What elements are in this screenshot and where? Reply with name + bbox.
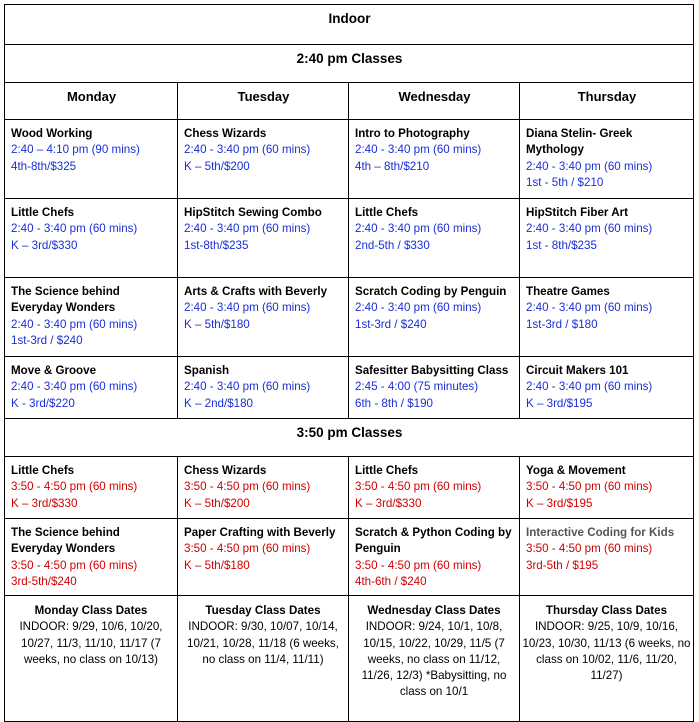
class-time: 2:40 - 3:40 pm (60 mins) [11, 317, 138, 331]
class-name: Little Chefs [11, 464, 75, 477]
class-grade-price: 1st-3rd / $180 [526, 317, 598, 331]
class-name: Scratch & Python Coding by Penguin [355, 526, 512, 556]
class-grade-price: 1st-3rd / $240 [11, 333, 83, 347]
class-dates-cell [178, 596, 349, 722]
class-grade-price: 1st - 8th/$235 [526, 238, 597, 252]
class-time: 2:40 - 3:40 pm (60 mins) [11, 222, 138, 236]
class-time: 3:50 - 4:50 pm (60 mins) [355, 480, 482, 494]
class-name: Wood Working [11, 127, 93, 140]
class-dates-title: Tuesday Class Dates [205, 604, 321, 617]
class-cell [349, 519, 520, 596]
class-grade-price: 4th – 8th/$210 [355, 159, 430, 173]
day-header-thursday: Thursday [520, 83, 694, 120]
class-cell [178, 278, 349, 357]
class-grade-price: K – 3rd/$330 [355, 496, 422, 510]
class-time: 2:40 - 3:40 pm (60 mins) [184, 222, 311, 236]
class-time: 3:50 - 4:50 pm (60 mins) [526, 480, 653, 494]
class-time: 2:40 - 3:40 pm (60 mins) [184, 380, 311, 394]
class-grade-price: 2nd-5th / $330 [355, 238, 430, 252]
class-grade-price: K – 3rd/$195 [526, 496, 593, 510]
class-cell [178, 199, 349, 278]
class-name: Little Chefs [355, 206, 419, 219]
class-dates-title: Thursday Class Dates [545, 604, 668, 617]
class-time: 3:50 - 4:50 pm (60 mins) [526, 542, 653, 556]
class-cell [5, 120, 178, 199]
class-name: Interactive Coding for Kids [526, 526, 675, 539]
class-cell [178, 457, 349, 519]
class-dates-text: INDOOR: 9/30, 10/07, 10/14, 10/21, 10/28, 11/18 (6 weeks, no class on 11/4, 11/11) [187, 620, 339, 666]
class-time: 2:40 - 3:40 pm (60 mins) [526, 159, 653, 173]
class-dates-title: Monday Class Dates [34, 604, 148, 617]
class-cell [520, 199, 694, 278]
class-grade-price: 4th-6th / $240 [355, 574, 427, 588]
class-name: Move & Groove [11, 364, 97, 377]
class-cell [349, 199, 520, 278]
class-time: 2:40 - 3:40 pm (60 mins) [184, 301, 311, 315]
class-grade-price: 4th-8th/$325 [11, 159, 77, 173]
class-time: 2:40 - 3:40 pm (60 mins) [355, 143, 482, 157]
class-name: The Science behind Everyday Wonders [11, 526, 120, 556]
class-cell [178, 120, 349, 199]
class-time: 3:50 - 4:50 pm (60 mins) [184, 542, 311, 556]
day-header-wednesday: Wednesday [349, 83, 520, 120]
class-name: Yoga & Movement [526, 464, 626, 477]
class-grade-price: 3rd-5th/$240 [11, 574, 77, 588]
class-dates-cell [5, 596, 178, 722]
class-time: 2:40 – 4:10 pm (90 mins) [11, 143, 140, 157]
class-name: Theatre Games [526, 285, 610, 298]
class-grade-price: 1st - 5th / $210 [526, 175, 604, 189]
class-grade-price: 3rd-5th / $195 [526, 558, 599, 572]
class-grade-price: K – 2nd/$180 [184, 396, 253, 410]
class-cell [520, 457, 694, 519]
class-time: 2:40 - 3:40 pm (60 mins) [526, 380, 653, 394]
class-grade-price: 1st-8th/$235 [184, 238, 249, 252]
section-title-350: 3:50 pm Classes [5, 419, 694, 457]
class-cell [5, 278, 178, 357]
table-title: Indoor [5, 5, 694, 45]
class-time: 2:45 - 4:00 (75 minutes) [355, 380, 479, 394]
class-time: 3:50 - 4:50 pm (60 mins) [184, 480, 311, 494]
class-grade-price: 1st-3rd / $240 [355, 317, 427, 331]
class-cell [349, 278, 520, 357]
class-cell [5, 199, 178, 278]
class-dates-cell [349, 596, 520, 722]
class-name: Diana Stelin- Greek Mythology [526, 127, 633, 157]
class-cell [349, 357, 520, 419]
class-name: Chess Wizards [184, 464, 267, 477]
class-cell [5, 519, 178, 596]
class-name: Circuit Makers 101 [526, 364, 629, 377]
class-grade-price: K – 3rd/$330 [11, 496, 78, 510]
class-time: 2:40 - 3:40 pm (60 mins) [11, 380, 138, 394]
class-grade-price: K – 5th/$180 [184, 317, 250, 331]
class-grade-price: K – 3rd/$195 [526, 396, 593, 410]
class-name: The Science behind Everyday Wonders [11, 285, 120, 315]
class-dates-title: Wednesday Class Dates [367, 604, 501, 617]
class-name: Chess Wizards [184, 127, 267, 140]
schedule-table [4, 4, 694, 722]
class-name: Little Chefs [355, 464, 419, 477]
class-grade-price: K – 5th/$200 [184, 496, 250, 510]
class-grade-price: K – 5th/$180 [184, 558, 250, 572]
class-cell [5, 457, 178, 519]
class-name: Spanish [184, 364, 230, 377]
class-time: 2:40 - 3:40 pm (60 mins) [526, 222, 653, 236]
class-dates-cell [520, 596, 694, 722]
class-time: 2:40 - 3:40 pm (60 mins) [355, 222, 482, 236]
class-cell [520, 357, 694, 419]
class-cell [349, 120, 520, 199]
class-time: 3:50 - 4:50 pm (60 mins) [11, 558, 138, 572]
class-cell [349, 457, 520, 519]
class-name: Arts & Crafts with Beverly [184, 285, 328, 298]
class-name: Scratch Coding by Penguin [355, 285, 507, 298]
class-name: Intro to Photography [355, 127, 470, 140]
class-name: HipStitch Sewing Combo [184, 206, 322, 219]
class-name: Paper Crafting with Beverly [184, 526, 336, 539]
class-time: 2:40 - 3:40 pm (60 mins) [526, 301, 653, 315]
class-grade-price: K – 3rd/$330 [11, 238, 78, 252]
class-name: HipStitch Fiber Art [526, 206, 628, 219]
class-time: 3:50 - 4:50 pm (60 mins) [11, 480, 138, 494]
day-header-monday: Monday [5, 83, 178, 120]
class-time: 3:50 - 4:50 pm (60 mins) [355, 558, 482, 572]
class-dates-text: INDOOR: 9/24, 10/1, 10/8, 10/15, 10/22, 10/29, 11/5 (7 weeks, no class on 11/12, 11/26, 12/3) *Babysitting, no class on 10/1 [361, 620, 507, 699]
class-time: 2:40 - 3:40 pm (60 mins) [184, 143, 311, 157]
class-time: 2:40 - 3:40 pm (60 mins) [355, 301, 482, 315]
class-cell [5, 357, 178, 419]
class-grade-price: 6th - 8th / $190 [355, 396, 433, 410]
class-dates-text: INDOOR: 9/29, 10/6, 10/20, 10/27, 11/3, 11/10, 11/17 (7 weeks, no class on 10/13) [19, 620, 163, 666]
class-cell [520, 120, 694, 199]
class-grade-price: K – 5th/$200 [184, 159, 250, 173]
class-cell [178, 357, 349, 419]
class-cell [178, 519, 349, 596]
class-cell [520, 278, 694, 357]
class-name: Little Chefs [11, 206, 75, 219]
class-grade-price: K - 3rd/$220 [11, 396, 75, 410]
day-header-tuesday: Tuesday [178, 83, 349, 120]
class-name: Safesitter Babysitting Class [355, 364, 509, 377]
section-title-240: 2:40 pm Classes [5, 45, 694, 83]
class-dates-text: INDOOR: 9/25, 10/9, 10/16, 10/23, 10/30, 11/13 (6 weeks, no class on 10/02, 11/6, 11/20, 11/27) [522, 620, 691, 683]
class-cell [520, 519, 694, 596]
